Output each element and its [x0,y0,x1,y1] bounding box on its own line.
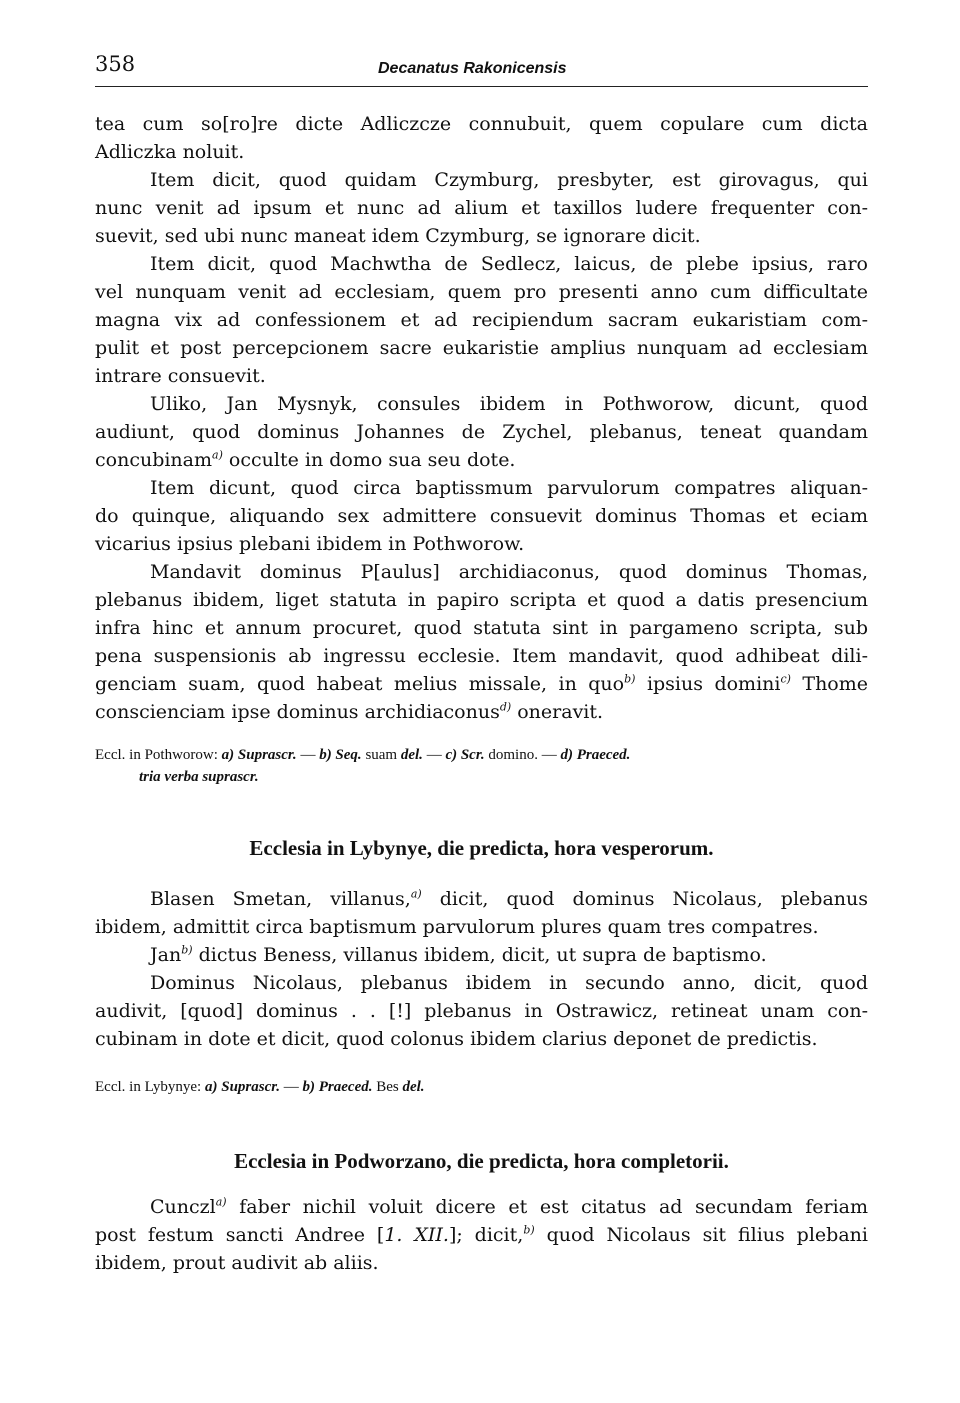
footnote-del: del. [402,1079,425,1095]
footnote-mark: c) [780,672,791,686]
date-reference: 1. XII. [384,1224,449,1246]
footnote-mark: b) [523,1223,535,1237]
footnote-word: suam [365,747,398,763]
text-line: Item dicit, quod Machwtha de Sedlecz, laicus, de plebe ipsius, raro [150,253,868,275]
footnote-word: domino. [488,747,538,763]
footnote-b: b) Praeced. [302,1079,373,1095]
text-line: audivit, [quod] dominus . . [!] plebanus in Ostrawicz, retineat unam con- [95,1000,868,1022]
text-line: Adliczka noluit. [95,141,245,163]
text-fragment: Thome [802,673,868,695]
text-line: Item dicit, quod quidam Czymburg, presbyter, est girovagus, qui [150,169,868,191]
section2-footnotes [95,1076,868,1098]
text-fragment: oneravit. [517,701,604,723]
text-line: infra hinc et annum procuret, quod statuta sint in pargameno scripta, sub [95,617,868,639]
text-fragment: post festum sancti Andree [ [95,1224,385,1246]
footnote-lead: Eccl. in Pothworow: [95,747,218,763]
footnote-mark: a) [410,887,422,901]
text-line: suevit, sed ubi nunc maneat idem Czymburg, se ignorare dicit. [95,225,701,247]
text-line: pulit et post percepcionem sacre eukaristie amplius nunquam ad ecclesiam [95,337,868,359]
text-line [95,885,868,913]
section3-text [95,1193,868,1277]
text-line: vicarius ipsius plebani ibidem in Pothworow. [95,533,525,555]
footnote-mark: d) [499,700,512,714]
footnote-dash: — [300,747,316,763]
running-title: Decanatus Rakonicensis [378,60,567,77]
text-line: ibidem, prout audivit ab aliis. [95,1252,379,1274]
text-line: intrare consuevit. [95,365,266,387]
text-fragment: occulte in domo sua seu dote. [228,449,516,471]
text-fragment: Jan [150,944,182,966]
text-line: do quinque, aliquando sex admittere consuevit dominus Thomas et eciam [95,505,868,527]
section2-text [95,885,868,1053]
text-fragment: quod Nicolaus sit filius plebani [546,1224,868,1246]
text-line: Dominus Nicolaus, plebanus ibidem in secundo anno, dicit, quod [150,972,868,994]
text-fragment: faber nichil voluit dicere et est citatus ad secundam feriam [239,1196,868,1218]
footnote-dash: — [426,747,442,763]
footnote-continuation: tria verba suprascr. [139,769,259,785]
text-line: tea cum so[ro]re dicte Adliczcze connubuit, quem copulare cum dicta [95,113,868,135]
text-line: audiunt, quod dominus Johannes de Zychel, plebanus, teneat quandam [95,421,868,443]
text-line [95,1221,868,1249]
section1-text [95,110,868,726]
footnote-d: d) Praeced. [560,747,631,763]
text-line: Uliko, Jan Mysnyk, consules ibidem in Pothworow, dicunt, quod [150,393,868,415]
footnote-mark: b) [181,943,193,957]
section1-footnotes [95,744,868,788]
footnote-mark: b) [624,672,636,686]
page-number: 358 [95,52,136,76]
text-fragment: dicit, quod dominus Nicolaus, plebanus [439,888,868,910]
text-line [95,941,868,969]
text-line: magna vix ad confessionem et ad recipiendum sacram eukaristiam com- [95,309,868,331]
text-line: Mandavit dominus P[aulus] archidiaconus, quod dominus Thomas, [150,561,868,583]
text-fragment: concubinam [95,449,213,471]
footnote-dash: — [283,1079,299,1095]
footnote-a: a) Suprascr. [204,1079,281,1095]
text-fragment: genciam suam, quod habeat melius missale, in quo [95,673,625,695]
text-line: plebanus ibidem, liget statuta in papiro scripta et quod a datis presencium [95,589,868,611]
footnote-b: b) Seq. [319,747,362,763]
section2-heading: Ecclesia in Lybynye, die predicta, hora vesperorum. [249,836,714,860]
footnote-word: Bes [376,1079,399,1095]
footnote-mark: a) [212,448,223,462]
text-line: vel nunquam venit ad ecclesiam, quem pro presenti anno cum difficultate [95,281,868,303]
text-fragment: Blasen Smetan, villanus, [150,888,411,910]
text-line [95,698,868,726]
footnote-mark: a) [215,1195,227,1209]
footnote-a: a) Suprascr. [221,747,297,763]
text-fragment: conscienciam ipse dominus archidiaconus [95,701,500,723]
footnote-del: del. [400,747,423,763]
text-line [95,446,868,474]
running-header [95,52,868,87]
text-line: pena suspensionis ab ingressu ecclesie. Item mandavit, quod adhibeat dili- [95,645,868,667]
footnote-lead: Eccl. in Lybynye: [95,1079,202,1095]
text-fragment: ]; dicit, [448,1224,524,1246]
text-line: ibidem, admittit circa baptismum parvulorum plures quam tres compatres. [95,916,819,938]
footnote-dash: — [541,747,557,763]
text-fragment: dictus Beness, villanus ibidem, dicit, ut supra de baptismo. [198,944,767,966]
text-fragment: ipsius domini [646,673,781,695]
footnote-c: c) Scr. [445,747,485,763]
text-line: nunc venit ad ipsum et nunc ad alium et taxillos ludere frequenter con- [95,197,868,219]
text-line: cubinam in dote et dicit, quod colonus ibidem clarius deponet de predictis. [95,1028,818,1050]
section3-heading: Ecclesia in Podworzano, die predicta, hora completorii. [234,1149,729,1173]
text-line [95,1193,868,1221]
text-fragment: Cunczl [150,1196,216,1218]
text-line [95,670,868,698]
text-line: Item dicunt, quod circa baptissmum parvulorum compatres aliquan- [150,477,868,499]
